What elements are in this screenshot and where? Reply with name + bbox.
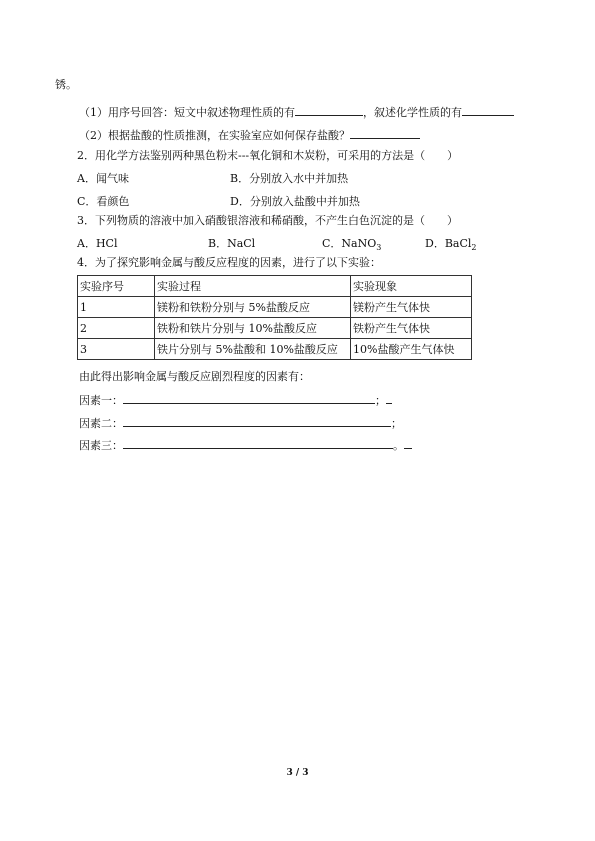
table-header-cell: 实验序号 xyxy=(78,276,155,297)
page-number: 3 / 3 xyxy=(286,768,309,778)
q3-c-text: C．NaNO xyxy=(322,237,377,250)
q3-d-text: D．BaCl xyxy=(425,237,472,250)
q1-part1: （1）用序号回答：短文中叙述物理性质的有 xyxy=(79,106,295,119)
table-cell: 铁粉产生气体快 xyxy=(351,318,472,339)
conclusion-text: 由此得出影响金属与酸反应剧烈程度的因素有： xyxy=(79,370,310,383)
table-row xyxy=(78,339,472,360)
question-3: 3．下列物质的溶液中加入硝酸银溶液和稀硝酸，不产生白色沉淀的是（ ） xyxy=(77,214,458,227)
table-cell: 铁片分别与 5%盐酸和 10%盐酸反应 xyxy=(155,339,351,360)
factor-three xyxy=(79,437,412,453)
question-1-2 xyxy=(79,127,420,143)
table-cell: 3 xyxy=(78,339,155,360)
question-2: 2．用化学方法鉴别两种黑色粉末---氧化铜和木炭粉，可采用的方法是（ ） xyxy=(77,149,459,162)
table-cell: 铁粉和铁片分别与 10%盐酸反应 xyxy=(155,318,351,339)
blank-factor-one[interactable] xyxy=(123,392,375,404)
line-continuation: 锈。 xyxy=(55,78,77,91)
table-cell: 2 xyxy=(78,318,155,339)
blank-physical[interactable] xyxy=(295,104,363,116)
table-cell: 10%盐酸产生气体快 xyxy=(351,339,472,360)
blank-factor-three[interactable] xyxy=(123,437,393,449)
factor-two-end: ； xyxy=(391,417,402,430)
factor-three-label: 因素三： xyxy=(79,439,123,452)
question-1-1 xyxy=(79,104,514,120)
q3-d-sub: 2 xyxy=(471,243,477,253)
q2-option-d: D．分别放入盐酸中并加热 xyxy=(230,195,360,208)
blank-chemical[interactable] xyxy=(462,104,514,116)
q1-2-text: （2）根据盐酸的性质推测，在实验室应如何保存盐酸？ xyxy=(79,129,350,142)
blank-storage[interactable] xyxy=(350,127,420,139)
q3-option-a: A．HCl xyxy=(77,237,118,250)
factor-one xyxy=(79,392,392,408)
table-row xyxy=(78,318,472,339)
factor-one-label: 因素一： xyxy=(79,394,123,407)
blank-factor-two[interactable] xyxy=(123,415,391,427)
q2-option-a: A．闻气味 xyxy=(77,172,129,185)
q3-option-c xyxy=(322,237,381,255)
experiment-table xyxy=(77,275,472,360)
factor-two-label: 因素二： xyxy=(79,417,123,430)
table-row xyxy=(78,297,472,318)
question-4: 4．为了探究影响金属与酸反应程度的因素，进行了以下实验： xyxy=(77,256,381,269)
factor-three-tail xyxy=(404,437,412,449)
table-cell: 镁粉产生气体快 xyxy=(351,297,472,318)
q1-part2: ，叙述化学性质的有 xyxy=(363,106,462,119)
table-header-row xyxy=(78,276,472,297)
q3-option-b: B．NaCl xyxy=(208,237,256,250)
factor-three-end: 。 xyxy=(393,439,404,452)
q2-option-c: C．看颜色 xyxy=(77,195,130,208)
table-header-cell: 实验过程 xyxy=(155,276,351,297)
table-cell: 镁粉和铁粉分别与 5%盐酸反应 xyxy=(155,297,351,318)
factor-one-end: ； xyxy=(375,394,386,407)
factor-two xyxy=(79,415,402,431)
table-cell: 1 xyxy=(78,297,155,318)
q2-option-b: B．分别放入水中并加热 xyxy=(230,172,349,185)
table-header-cell: 实验现象 xyxy=(351,276,472,297)
factor-one-tail xyxy=(386,392,392,404)
q3-c-sub: 3 xyxy=(376,243,382,253)
q3-option-d xyxy=(425,237,477,255)
